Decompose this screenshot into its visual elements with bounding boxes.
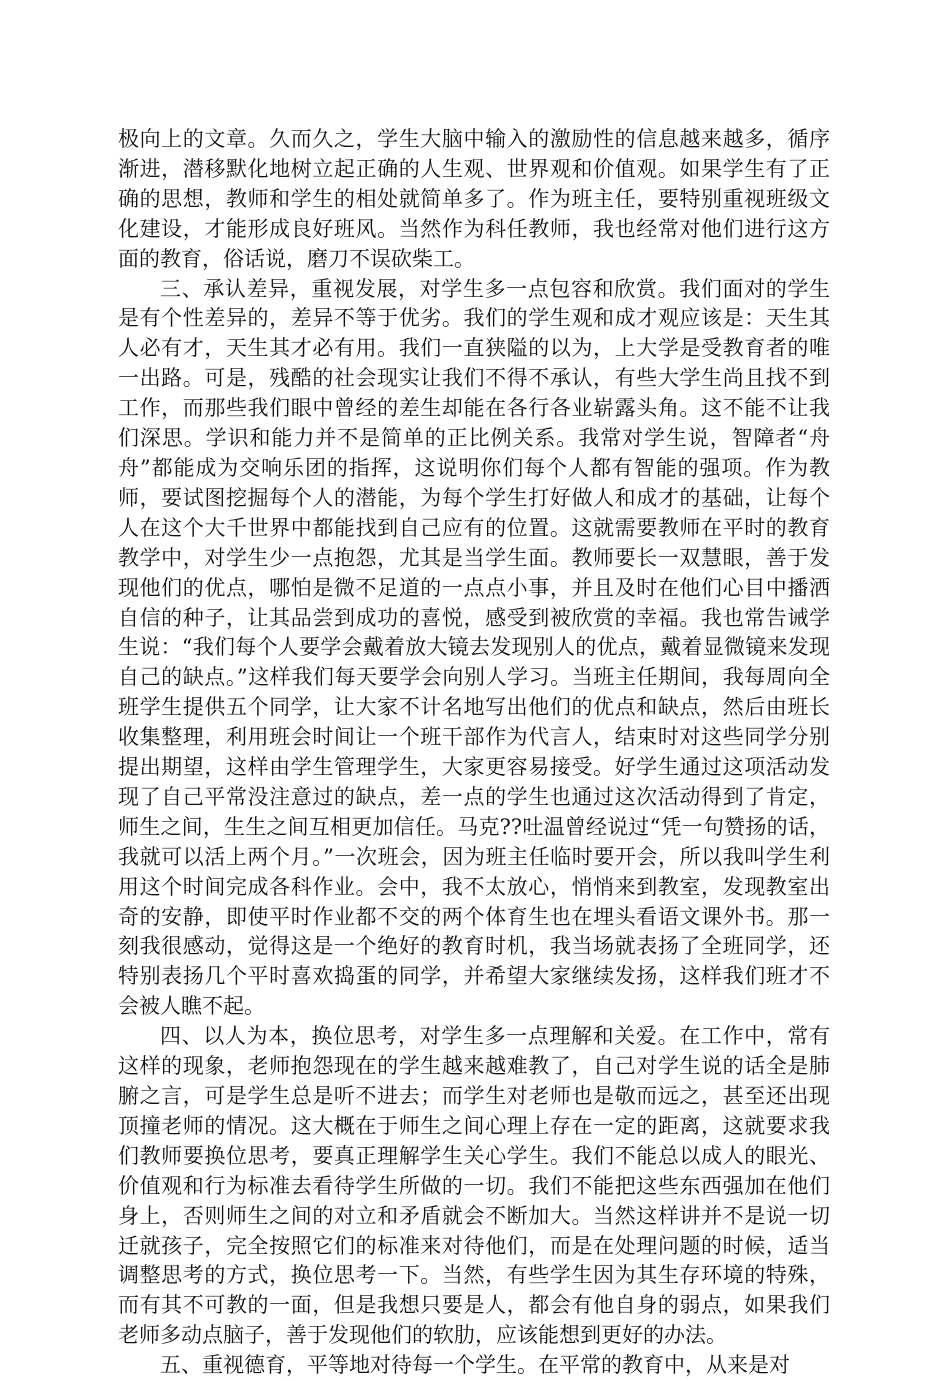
paragraph-section-three: 三、承认差异，重视发展，对学生多一点包容和欣赏。我们面对的学生是有个性差异的，差异不等于优劣。我们的学生观和成才观应该是：天生其人必有才，天生其才必有用。我们一直狭隘的以为，上大学是受教育者的唯一出路。可是，残酷的社会现实让我们不得不承认，有些大学生尚且找不到工作，而那些我们眼中曾经的差生却能在各行各业崭露头角。这不能不让我们深思。学识和能力并不是简单的正比例关系。我常对学生说，智障者“舟舟”都能成为交响乐团的指挥，这说明你们每个人都有智能的强项。作为教师，要试图挖掘每个人的潜能，为每个学生打好做人和成才的基础，让每个人在这个大千世界中都能找到自己应有的位置。这就需要教师在平时的教育教学中，对学生少一点抱怨，尤其是当学生面。教师要长一双慧眼，善于发现他们的优点，哪怕是微不足道的一点点小事，并且及时在他们心目中播洒自信的种子，让其品尝到成功的喜悦，感受到被欣赏的幸福。我也常告诫学生说：“我们每个人要学会戴着放大镜去发现别人的优点，戴着显微镜来发现自己的缺点。”这样我们每天要学会向别人学习。当班主任期间，我每周向全班学生提供五个同学，让大家不计名地写出他们的优点和缺点，然后由班长收集整理，利用班会时间让一个班干部作为代言人，结束时对这些同学分别提出期望，这样由学生管理学生，大家更容易接受。好学生通过这项活动发现了自己平常没注意过的缺点，差一点的学生也通过这次活动得到了肯定，师生之间，生生之间互相更加信任。马克??吐温曾经说过“凭一句赞扬的话，我就可以活上两个月。”一次班会，因为班主任临时要开会，所以我叫学生利用这个时间完成各科作业。会中，我不太放心，悄悄来到教室，发现教室出奇的安静，即使平时作业都不交的两个体育生也在埋头看语文课外书。那一刻我很感动，觉得这是一个绝好的教育时机，我当场就表扬了全班同学，还特别表扬几个平时喜欢捣蛋的同学，并希望大家继续发扬，这样我们班才不会被人瞧不起。 xyxy=(118,276,830,1019)
paragraph-continuation: 极向上的文章。久而久之，学生大脑中输入的激励性的信息越来越多，循序渐进，潜移默化地树立起正确的人生观、世界观和价值观。如果学生有了正确的思想，教师和学生的相处就简单多了。作为班主任，要特别重视班级文化建设，才能形成良好班风。当然作为科任教师，我也经常对他们进行这方面的教育，俗话说，磨刀不误砍柴工。 xyxy=(118,127,830,271)
body-text xyxy=(118,125,830,1381)
paragraph-section-five: 五、重视德育，平等地对待每一个学生。在平常的教育中，从来是对 xyxy=(160,1353,790,1378)
paragraph-section-four: 四、以人为本，换位思考，对学生多一点理解和关爱。在工作中，常有这样的现象，老师抱怨现在的学生越来越难教了，自己对学生说的话全是肺腑之言，可是学生总是听不进去；而学生对老师也是敬而远之，甚至还出现顶撞老师的情况。这大概在于师生之间心理上存在一定的距离，这就要求我们教师要换位思考，要真正理解学生关心学生。我们不能总以成人的眼光、价值观和行为标准去看待学生所做的一切。我们不能把这些东西强加在他们身上，否则师生之间的对立和矛盾就会不断加大。当然这样讲并不是说一切迁就孩子，完全按照它们的标准来对待他们，而是在处理问题的时候，适当调整思考的方式，换位思考一下。当然，有些学生因为其生存环境的特殊，而有其不可教的一面，但是我想只要是人，都会有他自身的弱点，如果我们老师多动点脑子，善于发现他们的软肋，应该能想到更好的办法。 xyxy=(118,1024,830,1348)
